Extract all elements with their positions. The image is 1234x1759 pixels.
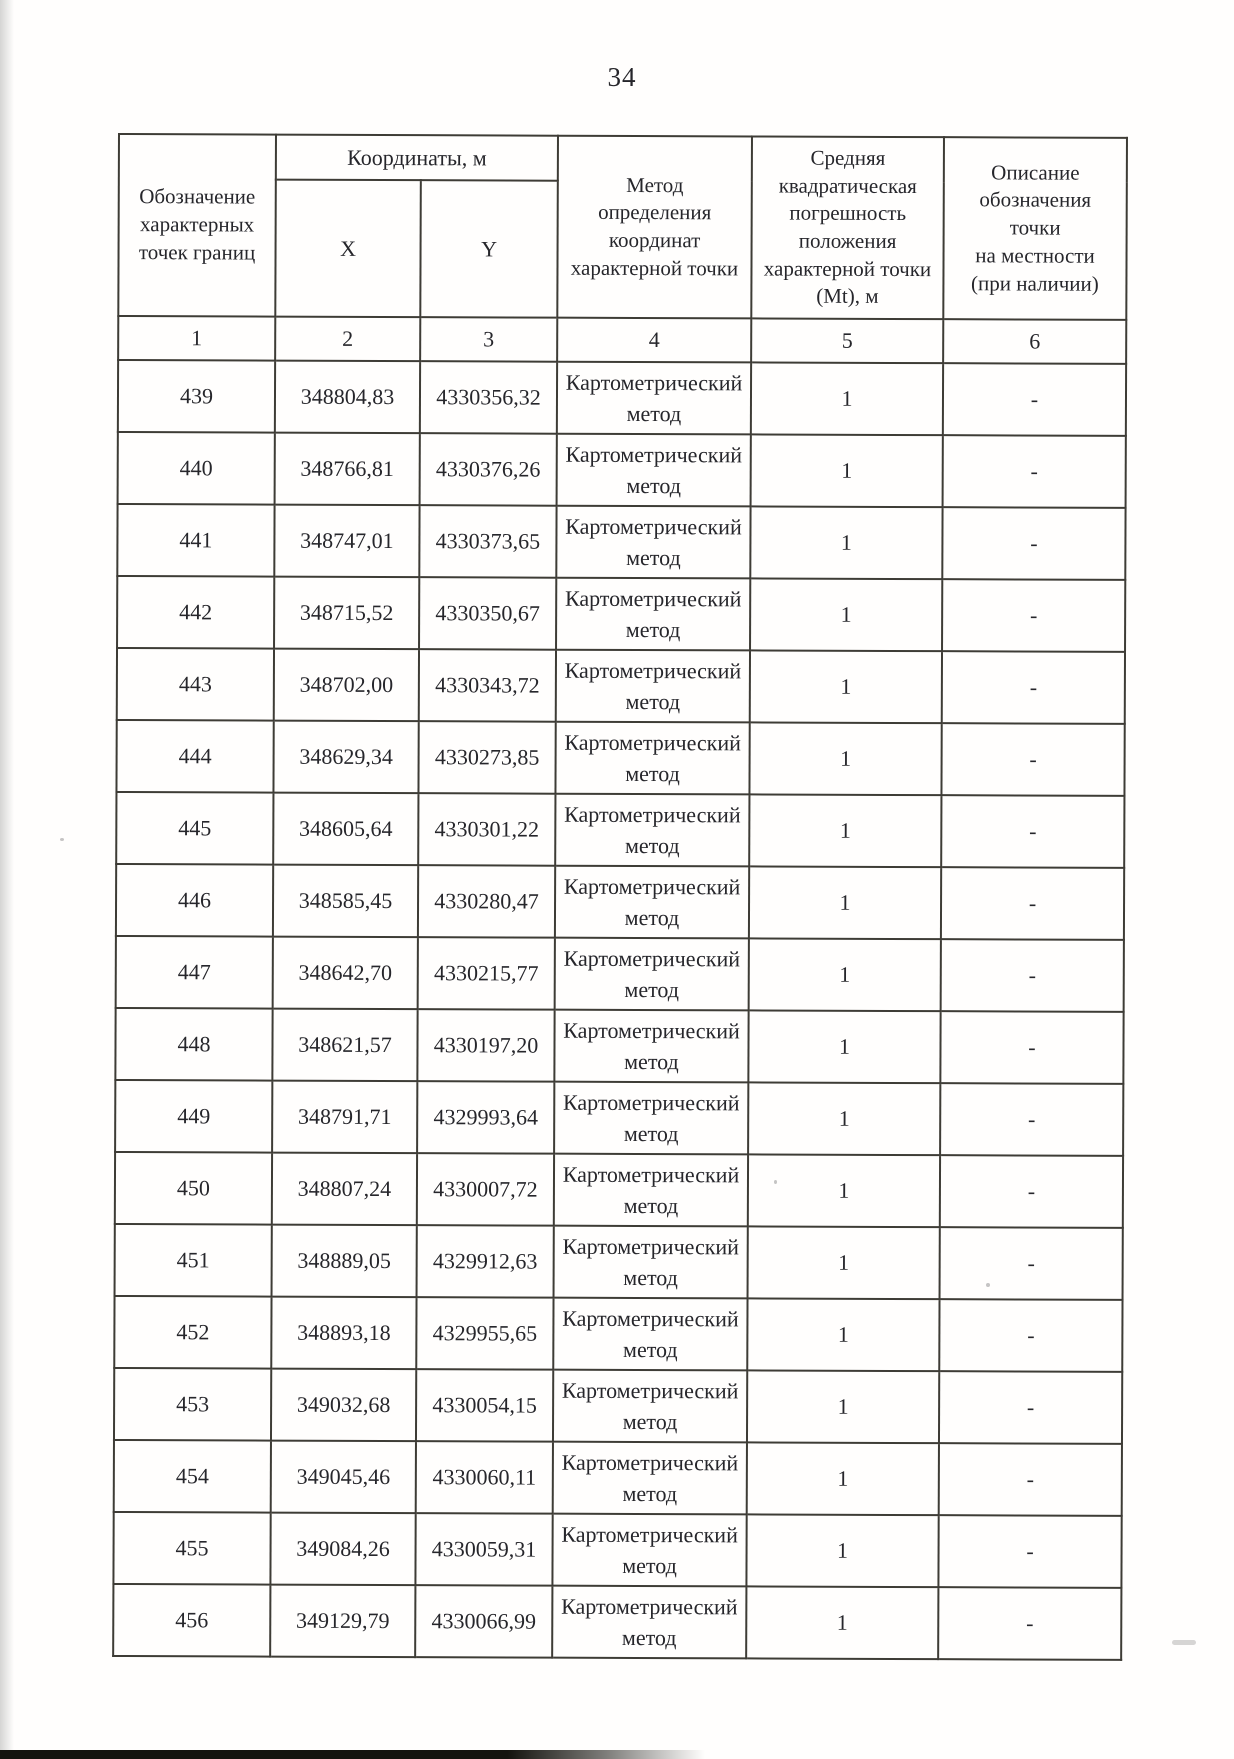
method-cell: Картометрический метод	[557, 434, 751, 507]
coord-y: 4330060,11	[416, 1441, 553, 1514]
point-id: 451	[115, 1224, 272, 1297]
page-number: 34	[607, 62, 637, 92]
table-row	[115, 1008, 1123, 1084]
coord-y: 4330215,77	[418, 937, 555, 1010]
desc-cell: -	[941, 867, 1124, 940]
method-cell: Картометрический метод	[553, 1442, 747, 1515]
coord-y: 4329993,64	[417, 1081, 554, 1154]
table-row	[118, 360, 1126, 436]
coordinates-table	[112, 133, 1128, 1661]
coord-x: 348585,45	[273, 865, 418, 938]
mt-cell: 1	[747, 1442, 939, 1515]
desc-cell: -	[938, 1515, 1121, 1588]
mt-cell: 1	[749, 938, 941, 1011]
desc-cell: -	[942, 651, 1125, 724]
coord-x: 349129,79	[270, 1585, 415, 1658]
mt-cell: 1	[749, 866, 941, 939]
coord-x: 348766,81	[275, 433, 420, 506]
scan-bottom-bar	[0, 1750, 705, 1759]
table-row	[118, 432, 1126, 508]
coord-x: 348715,52	[274, 577, 419, 650]
method-cell: Картометрический метод	[556, 578, 750, 651]
coord-y: 4330066,99	[415, 1585, 552, 1658]
point-id: 440	[118, 432, 275, 505]
header-method: Метод определения координат характерной точки	[557, 136, 752, 319]
desc-cell: -	[940, 1083, 1123, 1156]
method-cell: Картометрический метод	[556, 650, 750, 723]
coord-y: 4330273,85	[418, 721, 555, 794]
header-description: Описание обозначения точки на местности (при наличии)	[943, 137, 1127, 320]
table-row	[117, 576, 1125, 652]
point-id: 449	[115, 1080, 272, 1153]
method-cell: Картометрический метод	[555, 866, 749, 939]
point-id: 448	[115, 1008, 272, 1081]
coord-x: 348893,18	[271, 1297, 416, 1370]
table-row	[115, 1152, 1123, 1228]
header-y: Y	[420, 180, 558, 318]
point-id: 439	[118, 360, 275, 433]
method-cell: Картометрический метод	[555, 938, 749, 1011]
desc-cell: -	[943, 435, 1126, 508]
method-cell: Картометрический метод	[554, 1226, 748, 1299]
desc-cell: -	[941, 939, 1124, 1012]
coord-x: 348804,83	[275, 361, 420, 434]
coord-y: 4330059,31	[415, 1513, 552, 1586]
desc-cell: -	[943, 363, 1126, 436]
coord-y: 4330197,20	[417, 1009, 554, 1082]
coord-x: 348702,00	[274, 649, 419, 722]
desc-cell: -	[941, 795, 1124, 868]
coord-y: 4330350,67	[419, 577, 556, 650]
table-row	[114, 1296, 1122, 1372]
scan-speck	[60, 838, 64, 841]
method-cell: Картометрический метод	[555, 794, 749, 867]
mt-cell: 1	[748, 1082, 940, 1155]
point-id: 442	[117, 576, 274, 649]
table-row	[116, 792, 1124, 868]
point-id: 450	[115, 1152, 272, 1225]
coord-x: 349045,46	[271, 1441, 416, 1514]
method-cell: Картометрический метод	[553, 1370, 747, 1443]
mt-cell: 1	[751, 434, 943, 507]
point-id: 453	[114, 1368, 271, 1441]
table-row	[117, 504, 1125, 580]
coord-x: 348629,34	[273, 721, 418, 794]
table-row	[116, 936, 1124, 1012]
header-mt: Средняя квадратическая погрешность положения характерной точки (Mt), м	[751, 136, 944, 319]
table-row	[114, 1368, 1122, 1444]
coord-y: 4330054,15	[416, 1369, 553, 1442]
coord-x: 348621,57	[272, 1009, 417, 1082]
scan-speck	[774, 1180, 777, 1184]
coord-y: 4329955,65	[416, 1297, 553, 1370]
mt-cell: 1	[748, 1226, 940, 1299]
mt-cell: 1	[747, 1370, 939, 1443]
table-row	[116, 720, 1124, 796]
table-row	[113, 1512, 1121, 1588]
desc-cell: -	[942, 579, 1125, 652]
desc-cell: -	[941, 723, 1124, 796]
coord-x: 348642,70	[273, 937, 418, 1010]
mt-cell: 1	[746, 1514, 938, 1587]
scan-left-edge-shadow	[0, 0, 14, 1759]
method-cell: Картометрический метод	[552, 1514, 746, 1587]
method-cell: Картометрический метод	[552, 1586, 746, 1659]
column-number: 3	[420, 317, 557, 362]
point-id: 456	[113, 1584, 270, 1657]
coord-y: 4330301,22	[418, 793, 555, 866]
table-header	[118, 134, 1127, 364]
desc-cell: -	[940, 1155, 1123, 1228]
table-row	[115, 1080, 1123, 1156]
point-id: 452	[114, 1296, 271, 1369]
coord-x: 348889,05	[272, 1225, 417, 1298]
method-cell: Картометрический метод	[554, 1010, 748, 1083]
method-cell: Картометрический метод	[554, 1082, 748, 1155]
mt-cell: 1	[750, 578, 942, 651]
column-number: 2	[275, 317, 420, 362]
desc-cell: -	[938, 1587, 1121, 1660]
desc-cell: -	[942, 507, 1125, 580]
header-point-designation: Обозначение характерных точек границ	[118, 134, 276, 317]
point-id: 446	[116, 864, 273, 937]
coord-y: 4330373,65	[419, 505, 556, 578]
coord-x: 349032,68	[271, 1369, 416, 1442]
coord-x: 349084,26	[270, 1513, 415, 1586]
column-number: 4	[557, 318, 751, 363]
table-row	[115, 1224, 1123, 1300]
mt-cell: 1	[748, 1010, 940, 1083]
coord-x: 348791,71	[272, 1081, 417, 1154]
method-cell: Картометрический метод	[553, 1298, 747, 1371]
column-number: 1	[118, 316, 275, 361]
coord-x: 348605,64	[273, 793, 418, 866]
column-number: 6	[943, 319, 1126, 364]
coordinates-table-wrap	[112, 133, 1128, 1661]
table-row	[116, 864, 1124, 940]
mt-cell: 1	[751, 362, 943, 435]
mt-cell: 1	[747, 1298, 939, 1371]
coord-x: 348747,01	[274, 505, 419, 578]
table-row	[113, 1584, 1121, 1660]
table-body	[113, 360, 1126, 1660]
desc-cell: -	[939, 1371, 1122, 1444]
desc-cell: -	[940, 1227, 1123, 1300]
mt-cell: 1	[746, 1586, 938, 1659]
desc-cell: -	[940, 1011, 1123, 1084]
method-cell: Картометрический метод	[556, 506, 750, 579]
coord-y: 4330007,72	[417, 1153, 554, 1226]
mt-cell: 1	[748, 1154, 940, 1227]
scan-smudge	[1172, 1640, 1196, 1645]
header-x: X	[275, 180, 421, 318]
mt-cell: 1	[750, 506, 942, 579]
method-cell: Картометрический метод	[555, 722, 749, 795]
point-id: 444	[116, 720, 273, 793]
coord-y: 4330280,47	[418, 865, 555, 938]
table-row	[114, 1440, 1122, 1516]
coord-x: 348807,24	[272, 1153, 417, 1226]
header-coordinates-group: Координаты, м	[276, 135, 558, 181]
point-id: 441	[117, 504, 274, 577]
mt-cell: 1	[749, 794, 941, 867]
point-id: 454	[114, 1440, 271, 1513]
coord-y: 4330343,72	[419, 649, 556, 722]
coord-y: 4330376,26	[420, 433, 557, 506]
coord-y: 4329912,63	[417, 1225, 554, 1298]
desc-cell: -	[939, 1299, 1122, 1372]
column-number: 5	[751, 318, 943, 363]
method-cell: Картометрический метод	[554, 1154, 748, 1227]
point-id: 443	[117, 648, 274, 721]
table-row	[117, 648, 1125, 724]
method-cell: Картометрический метод	[557, 362, 751, 435]
point-id: 455	[113, 1512, 270, 1585]
mt-cell: 1	[750, 650, 942, 723]
point-id: 447	[116, 936, 273, 1009]
scan-speck	[986, 1283, 990, 1287]
desc-cell: -	[939, 1443, 1122, 1516]
mt-cell: 1	[749, 722, 941, 795]
coord-y: 4330356,32	[420, 361, 557, 434]
column-numbers-row	[118, 316, 1126, 364]
point-id: 445	[116, 792, 273, 865]
